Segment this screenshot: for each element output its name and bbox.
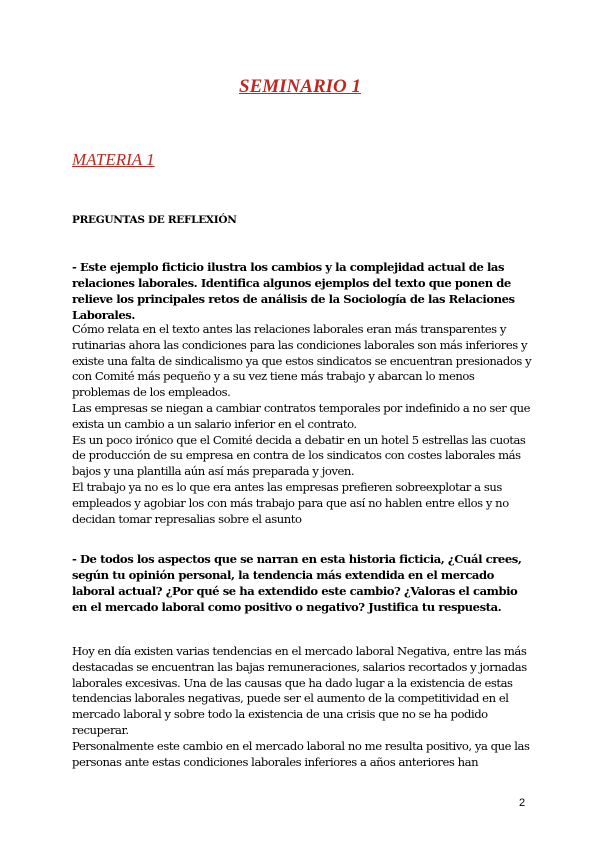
section-heading: MATERIA 1 bbox=[72, 150, 155, 169]
questions-label: PREGUNTAS DE REFLEXIÓN bbox=[72, 214, 237, 226]
answer-2-paragraph: Hoy en día existen varias tendencias en el mercado laboral Negativa, entre las más destacadas se encuentran las bajas remuneraciones, salarios recortados y jornadas laborales excesivas. Una de las causas que ha dado lugar a la existencia de estas tendencias laborales negativas, puede ser el aumento de la competitividad en el mercado laboral y sobre todo la existencia de una crisis que no se ha podido recuperar. bbox=[72, 644, 527, 737]
answer-1-paragraph: Las empresas se niegan a cambiar contratos temporales por indefinido a no ser que exista un cambio a un salario inferior en el contrato. bbox=[72, 400, 531, 431]
answer-1-paragraph: Es un poco irónico que el Comité decida a debatir en un hotel 5 estrellas las cuotas de producción de su empresa en contra de los sindicatos con costes laborales más bajos y una plantilla aún así más preparada y joven. bbox=[72, 432, 526, 479]
question-2: - De todos los aspectos que se narran en esta historia ficticia, ¿Cuál crees, según tu opinión personal, la tendencia más extendida en el mercado laboral actual? ¿Por qué se ha extendido este cambio? ¿Valoras el cambio en el mercado laboral como positivo o negativo? Justifica tu respuesta. bbox=[72, 552, 522, 614]
page-number: 2 bbox=[519, 797, 526, 809]
answer-1-paragraph: El trabajo ya no es lo que era antes las empresas prefieren sobreexplotar a sus empleados y agobiar los con más trabajo para que así no hablen entre ellos y no decidan tomar represalias sobre el asunto bbox=[72, 479, 509, 526]
answer-2-paragraph: Personalmente este cambio en el mercado laboral no me resulta positivo, ya que las personas ante estas condiciones laborales inferiores a años anteriores han bbox=[72, 738, 530, 769]
document-title: SEMINARIO 1 bbox=[239, 76, 361, 97]
answer-2 bbox=[72, 644, 532, 770]
answer-1 bbox=[72, 322, 532, 527]
question-1: - Este ejemplo ficticio ilustra los cambios y la complejidad actual de las relaciones laborales. Identifica algunos ejemplos del texto que ponen de relieve los principales retos de análisis de la Sociología de las Relaciones Laborales. bbox=[72, 260, 515, 322]
answer-1-paragraph: Cómo relata en el texto antes las relaciones laborales eran más transparentes y rutinarias ahora las condiciones para las condiciones laborales son más inferiores y existe una falta de sindicalismo ya que estos sindicatos se encuentran presionados y con Comité más pequeño y a su vez tiene más trabajo y abarcan lo menos problemas de los empleados. bbox=[72, 322, 532, 400]
